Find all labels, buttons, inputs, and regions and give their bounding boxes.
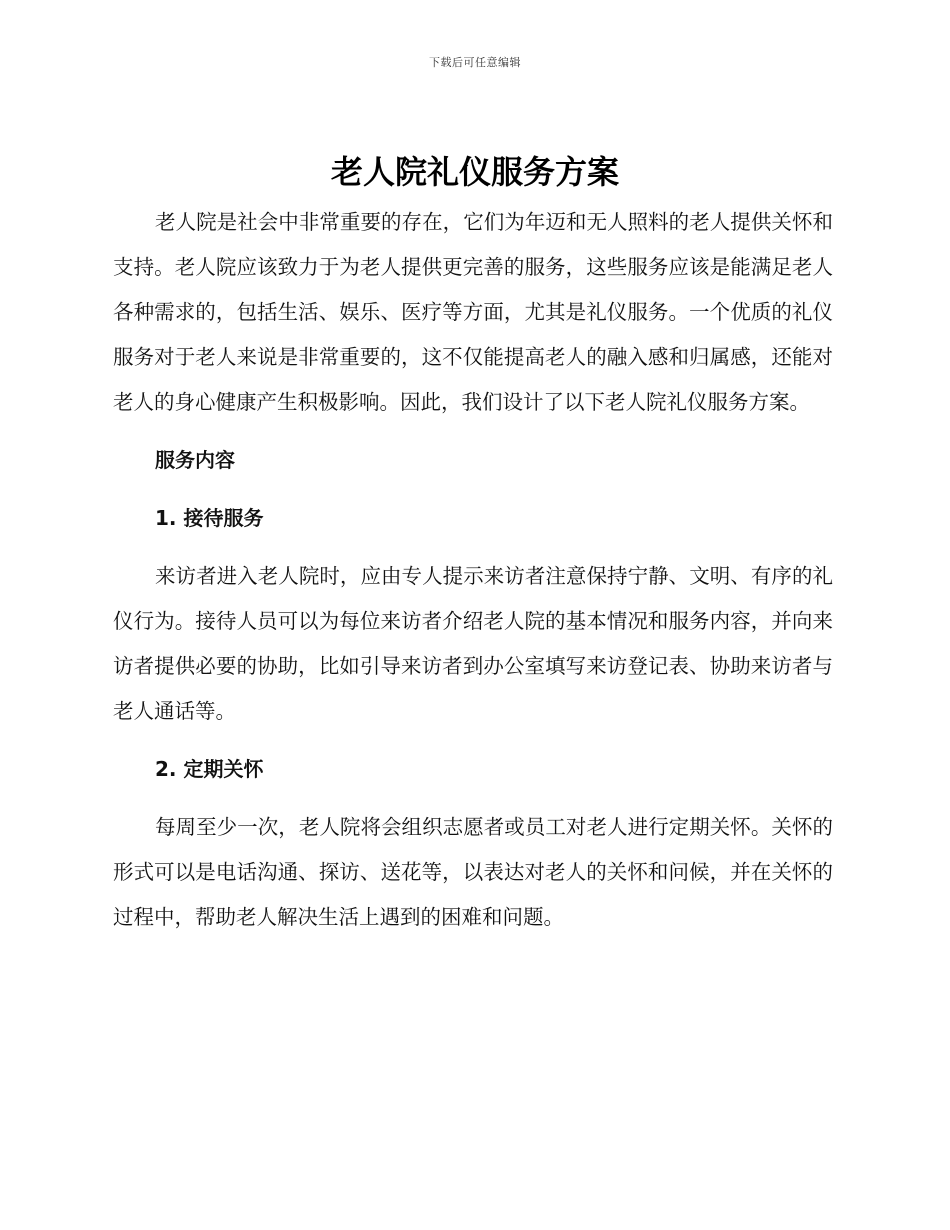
item-heading-reception: 1. 接待服务 [155,506,264,530]
spacer [113,734,833,747]
intro-paragraph: 老人院是社会中非常重要的存在，它们为年迈和无人照料的老人提供关怀和支持。老人院应该致力于为老人提供更完善的服务，这些服务应该是能满足老人各种需求的，包括生活、娱乐、医疗等方面，尤其是礼仪服务。一个优质的礼仪服务对于老人来说是非常重要的，这不仅能提高老人的融入感和归属感，还能对老人的身心健康产生积极影响。因此，我们设计了以下老人院礼仪服务方案。 [113,210,833,414]
spacer [113,541,833,554]
spacer [113,425,833,438]
page-header-note: 下载后可任意编辑 [429,56,521,69]
spacer [113,483,833,496]
spacer [113,792,833,805]
section-heading-service-content: 服务内容 [155,448,235,472]
document-body [113,200,833,940]
document-title: 老人院礼仪服务方案 [330,153,619,191]
item-body-regular-care: 每周至少一次，老人院将会组织志愿者或员工对老人进行定期关怀。关怀的形式可以是电话沟通、探访、送花等，以表达对老人的关怀和问候，并在关怀的过程中，帮助老人解决生活上遇到的困难和问题。 [113,815,833,929]
item-heading-regular-care: 2. 定期关怀 [155,757,264,781]
item-body-reception: 来访者进入老人院时，应由专人提示来访者注意保持宁静、文明、有序的礼仪行为。接待人员可以为每位来访者介绍老人院的基本情况和服务内容，并向来访者提供必要的协助，比如引导来访者到办公室填写来访登记表、协助来访者与老人通话等。 [113,564,833,723]
